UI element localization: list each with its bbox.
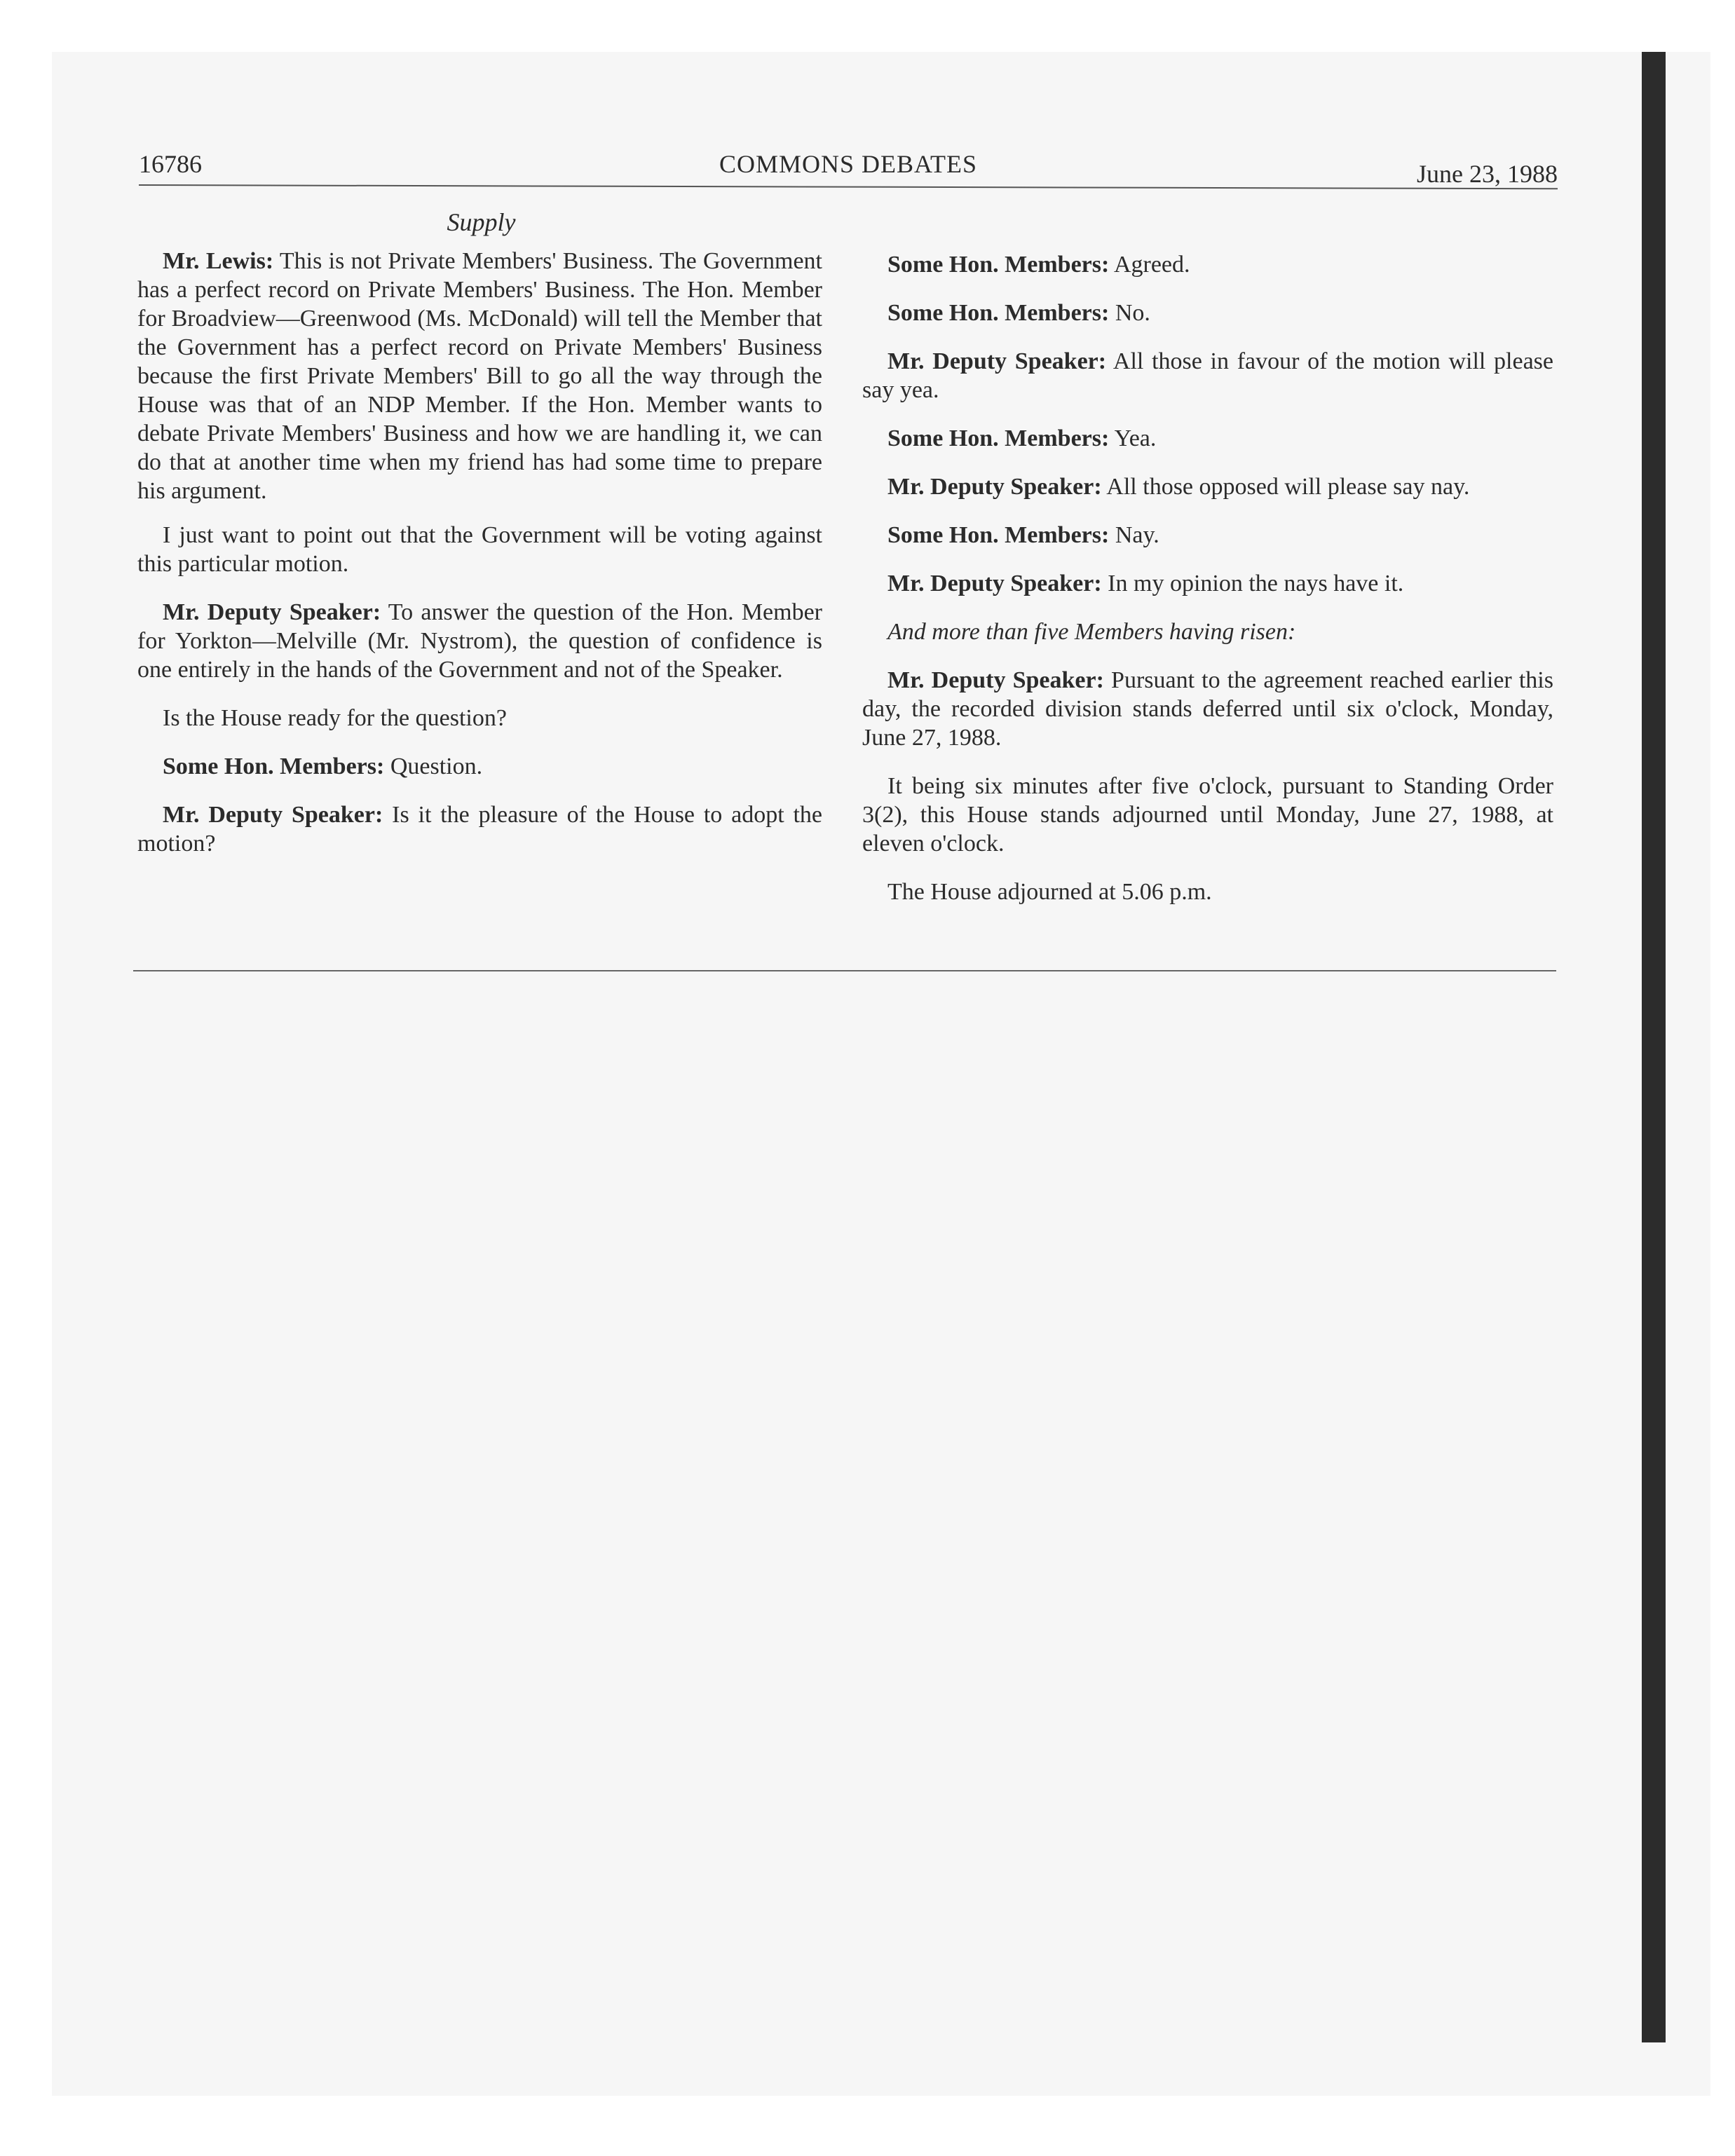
speaker-name: Some Hon. Members:	[887, 300, 1110, 326]
speech-text: All those in favour of the motion will please say yea.	[862, 348, 1554, 403]
paragraph	[862, 472, 1553, 501]
speaker-name: Mr. Lewis:	[163, 248, 274, 274]
speech-text: In my opinion the nays have it.	[1101, 571, 1404, 596]
scan-edge-bar	[1642, 52, 1666, 2042]
paragraph	[862, 347, 1553, 404]
speech-text: Is the House ready for the question?	[163, 705, 507, 731]
speaker-name: Mr. Deputy Speaker:	[163, 599, 381, 625]
section-title: Supply	[447, 208, 516, 236]
speech-text: I just want to point out that the Government will be voting against this particular motion.	[137, 522, 822, 577]
paragraph	[137, 247, 822, 505]
paragraph	[137, 800, 822, 858]
paragraph	[862, 569, 1553, 598]
speech-text: No.	[1109, 300, 1150, 326]
bottom-rule	[133, 970, 1556, 971]
paragraph	[862, 878, 1553, 906]
speech-text: Is it the pleasure of the House to adopt the motion?	[137, 802, 823, 857]
paragraph	[862, 618, 1553, 646]
paragraph	[862, 772, 1553, 858]
speaker-name: Some Hon. Members:	[887, 252, 1110, 278]
speaker-name: Mr. Deputy Speaker:	[163, 802, 383, 828]
speaker-name: Some Hon. Members:	[887, 425, 1110, 451]
paragraph	[862, 521, 1553, 550]
speech-text: Nay.	[1109, 522, 1159, 548]
paragraph	[137, 752, 822, 781]
left-column	[137, 247, 822, 873]
paragraph	[862, 299, 1553, 327]
paragraph	[137, 521, 822, 578]
paragraph	[137, 704, 822, 732]
header-date: June 23, 1988	[1417, 160, 1558, 188]
paragraph	[862, 424, 1553, 453]
speech-text: To answer the question of the Hon. Member for Yorkton—Melville (Mr. Nystrom), the question of confidence is one entirely in the hands of the Government and not of the Speaker.	[137, 599, 822, 683]
adjournment-text: The House adjourned at 5.06 p.m.	[887, 879, 1212, 905]
speech-text: Pursuant to the agreement reached earlier this day, the recorded division stands deferred until six o'clock, Monday, June 27, 1988.	[862, 667, 1553, 751]
paragraph	[862, 666, 1553, 752]
right-column	[862, 250, 1553, 922]
speaker-name: Some Hon. Members:	[887, 522, 1110, 548]
speaker-name: Mr. Deputy Speaker:	[887, 571, 1102, 596]
page-number: 16786	[139, 150, 202, 178]
paragraph	[862, 250, 1553, 279]
speaker-name: Mr. Deputy Speaker:	[887, 667, 1104, 693]
speaker-name: Some Hon. Members:	[163, 753, 385, 779]
speaker-name: Mr. Deputy Speaker:	[887, 348, 1107, 374]
publication-title: COMMONS DEBATES	[719, 150, 978, 178]
speech-text: This is not Private Members' Business. The Government has a perfect record on Private Members' Business. The Hon. Member for Broadview—Greenwood (Ms. McDonald) will tell the Member that the Government has a perfect record on Private Members' Business because the first Private Members' Bill to go all the way through the House was that of an NDP Member. If the Hon. Member wants to debate Private Members' Business and how we are handling it, we can do that at another time when my friend has had some time to prepare his argument.	[137, 248, 822, 504]
speech-text: Yea.	[1109, 425, 1157, 451]
speech-text: Question.	[384, 753, 483, 779]
speech-text: Agreed.	[1109, 252, 1190, 278]
paragraph	[137, 598, 822, 684]
speaker-name: Mr. Deputy Speaker:	[887, 474, 1102, 500]
speech-text: All those opposed will please say nay.	[1101, 474, 1470, 500]
speech-text: It being six minutes after five o'clock, pursuant to Standing Order 3(2), this House stands adjourned until Monday, June 27, 1988, at eleven o'clock.	[862, 773, 1553, 857]
stage-direction: And more than five Members having risen:	[887, 619, 1296, 645]
